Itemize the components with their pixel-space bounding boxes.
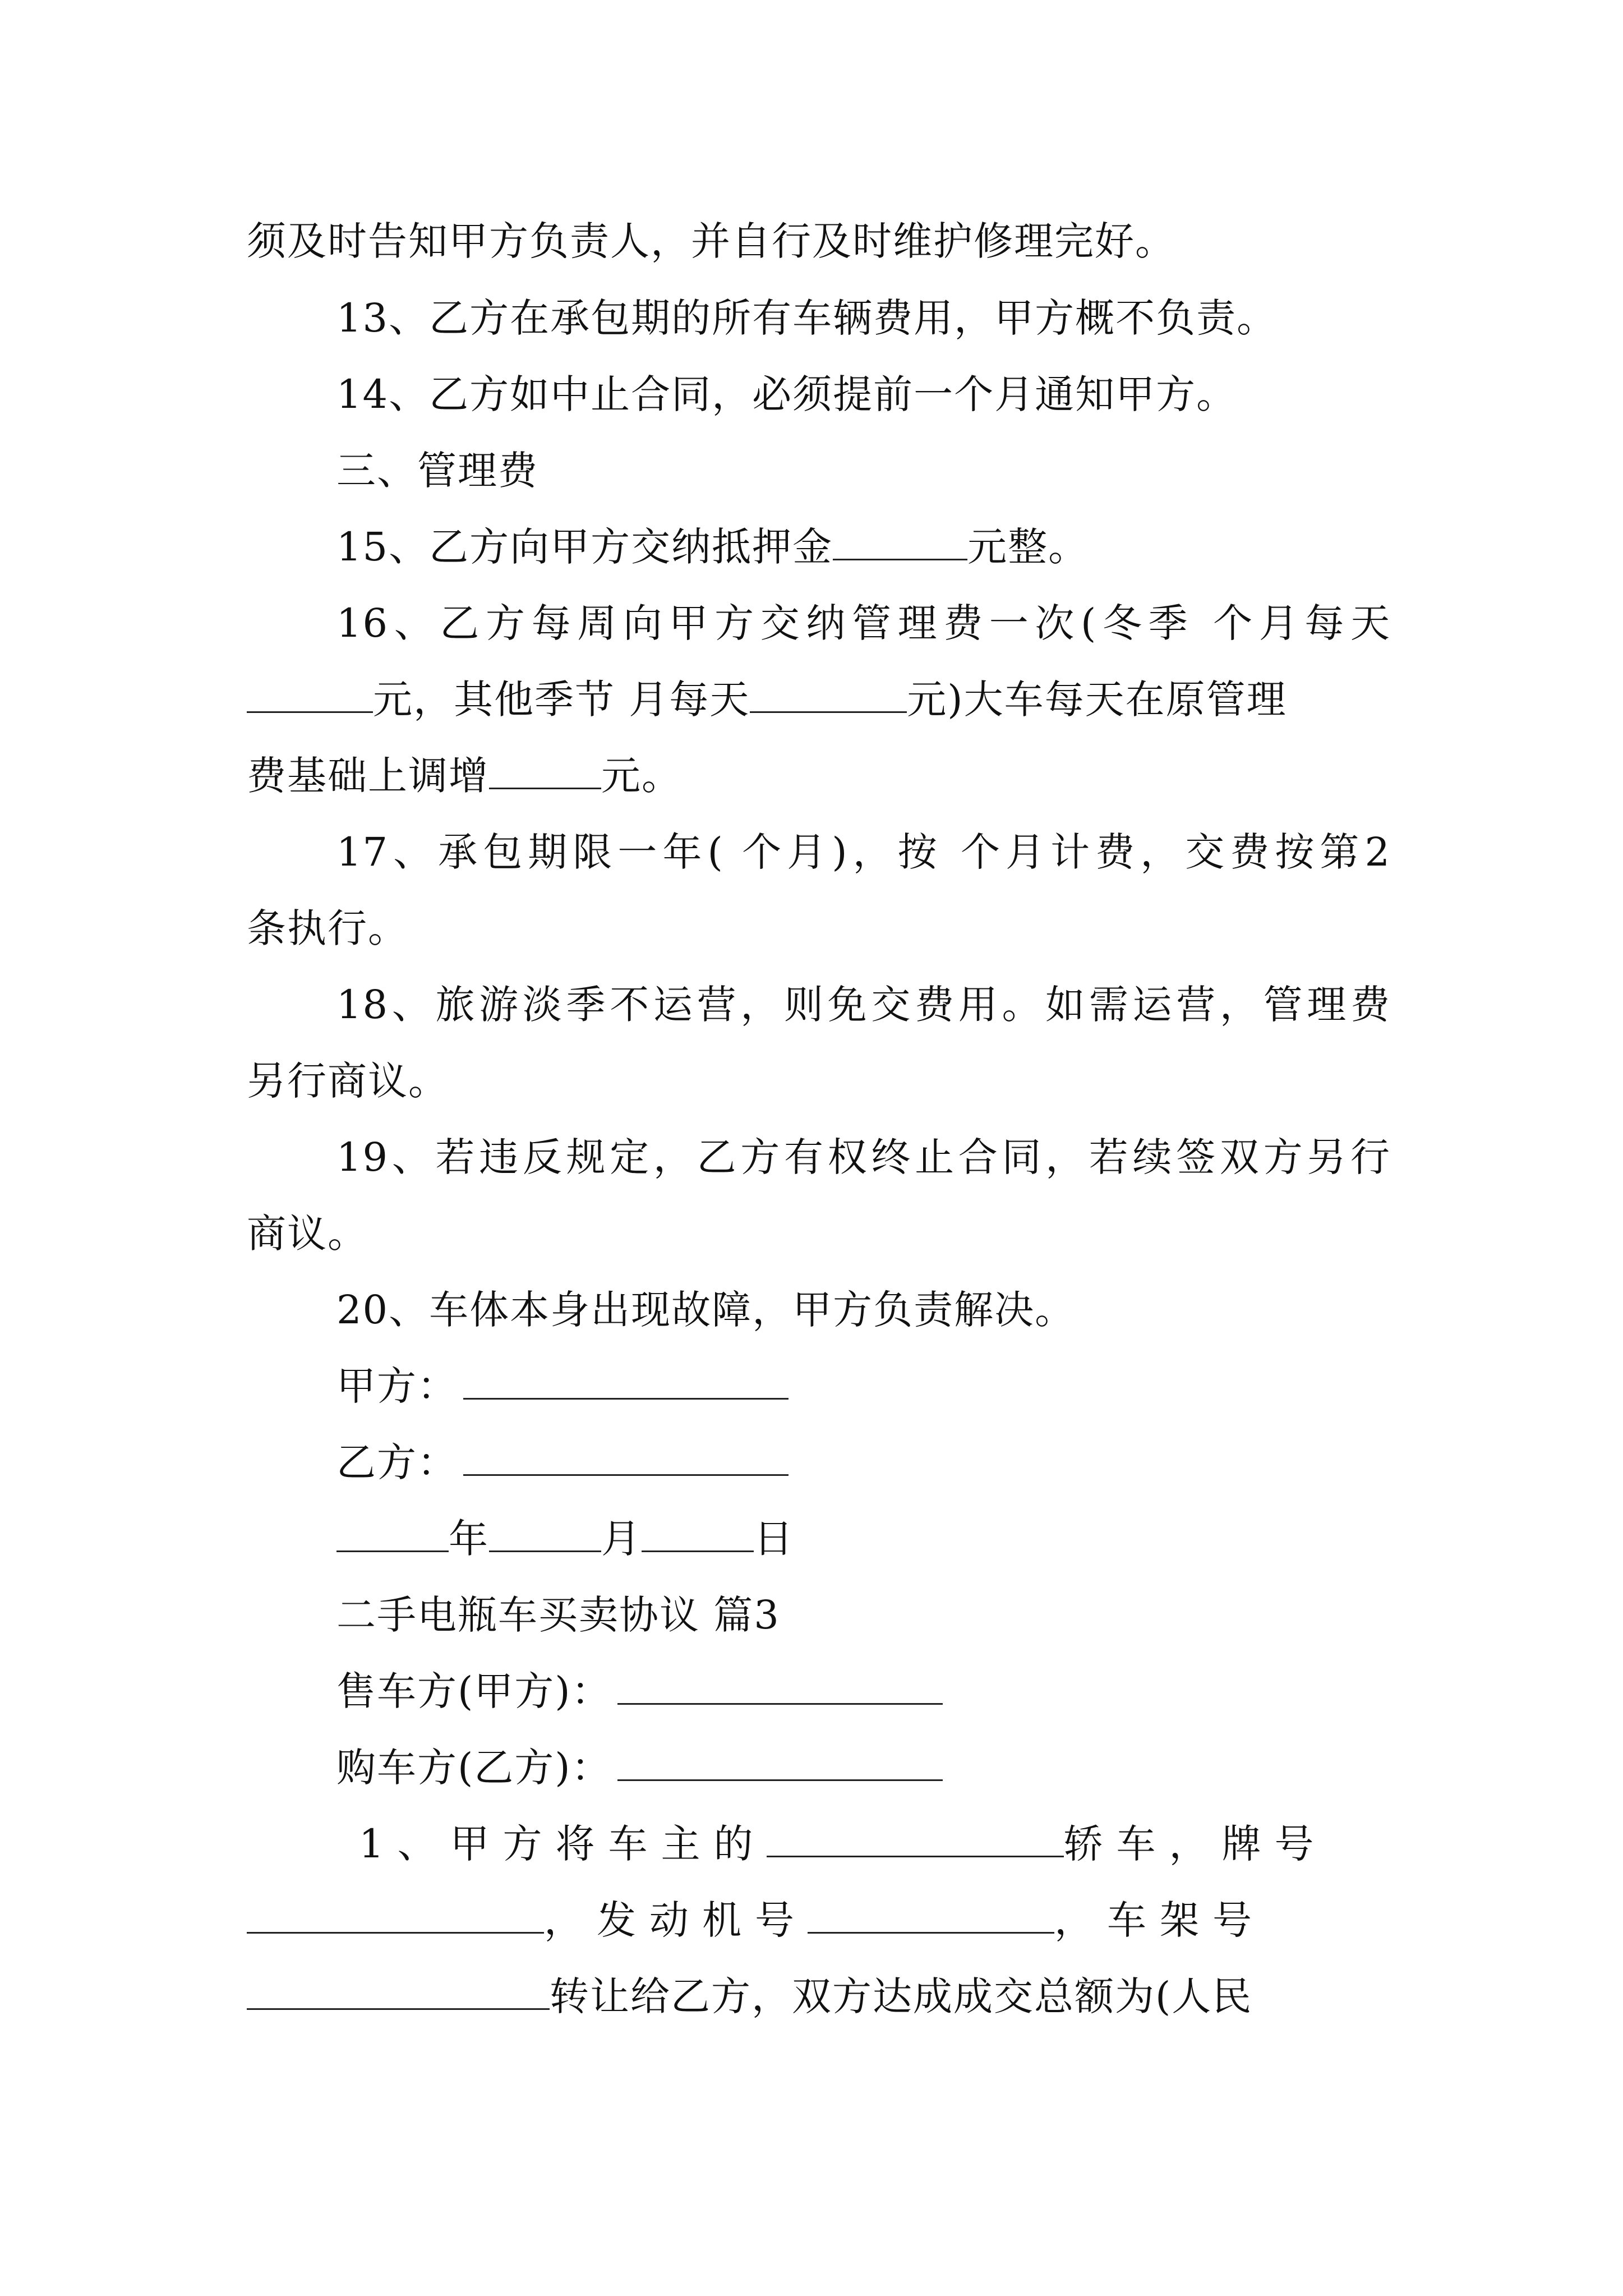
clause-text: 商议。	[247, 1211, 368, 1257]
clause-text: 20、车体本身出现故障，甲方负责解决。	[336, 1287, 1076, 1333]
clause-text: 元，其他季节 月每天	[373, 677, 750, 723]
clause-text: 转让给乙方，双方达成成交总额为(人民	[550, 1973, 1253, 2019]
clause-17-cont	[247, 903, 1391, 954]
party-a-label: 甲方：	[336, 1363, 458, 1409]
deposit-blank-field[interactable]	[833, 524, 967, 560]
text-line	[247, 216, 1391, 266]
section-title	[336, 1590, 1391, 1640]
clause-14	[336, 369, 1391, 420]
day-blank-field[interactable]	[642, 1516, 754, 1552]
clause-text: 1、甲方将车主的	[359, 1821, 767, 1867]
seller-field[interactable]	[617, 1668, 943, 1705]
party-b-signature-field[interactable]	[463, 1439, 789, 1476]
clause-text: 费基础上调增	[247, 753, 489, 799]
clause-text: 17、承包期限一年( 个月)，按 个月计费，交费按第2	[336, 829, 1391, 875]
clause-text: 19、若违反规定，乙方有权终止合同，若续签双方另行	[336, 1134, 1391, 1180]
clause-text: 元)大车每天在原管理	[907, 677, 1287, 723]
clause-text: 15、乙方向甲方交纳抵押金	[336, 524, 833, 570]
month-label: 月	[601, 1516, 642, 1562]
clause-16-cont	[247, 674, 1391, 725]
engine-number-blank-field[interactable]	[808, 1897, 1054, 1934]
plate-number-blank-field[interactable]	[247, 1897, 544, 1934]
winter-fee-blank-field[interactable]	[247, 677, 373, 713]
clause-18-cont	[247, 1056, 1391, 1106]
clause-text: 另行商议。	[247, 1058, 449, 1104]
clause-text: ，车架号	[1054, 1897, 1265, 1943]
signature-party-a	[336, 1361, 1391, 1411]
clause-18	[336, 979, 1391, 1030]
clause-text: 条执行。	[247, 905, 408, 951]
buyer-line	[336, 1742, 1391, 1793]
clause-text: 13、乙方在承包期的所有车辆费用，甲方概不负责。	[336, 295, 1278, 341]
other-season-fee-blank-field[interactable]	[750, 677, 907, 713]
seller-label: 售车方(甲方)：	[336, 1668, 612, 1714]
contract-clause-1	[359, 1819, 1391, 1869]
document-section-title: 二手电瓶车买卖协议 篇3	[336, 1592, 780, 1638]
month-blank-field[interactable]	[489, 1516, 601, 1552]
contract-clause-1-cont	[247, 1971, 1391, 2022]
year-blank-field[interactable]	[336, 1516, 449, 1552]
clause-text: 16、乙方每周向甲方交纳管理费一次(冬季 个月每天	[336, 600, 1391, 646]
clause-text: ，发动机号	[544, 1897, 808, 1943]
clause-15	[336, 522, 1391, 572]
signature-party-b	[336, 1437, 1391, 1488]
section-heading-management-fee	[336, 445, 1391, 496]
frame-number-blank-field[interactable]	[247, 1973, 550, 2010]
clause-20	[336, 1285, 1391, 1335]
party-b-label: 乙方：	[336, 1439, 458, 1485]
clause-text: 元。	[601, 753, 682, 799]
date-line	[336, 1513, 1391, 1564]
increase-blank-field[interactable]	[489, 753, 601, 789]
year-label: 年	[449, 1516, 489, 1562]
section-heading: 三、管理费	[336, 448, 538, 494]
clause-19-cont	[247, 1208, 1391, 1259]
clause-17	[336, 827, 1391, 877]
clause-text: 轿车，牌号	[1063, 1821, 1327, 1867]
party-a-signature-field[interactable]	[463, 1363, 789, 1400]
clause-16-cont	[247, 751, 1391, 801]
clause-13	[336, 293, 1391, 343]
seller-line	[336, 1666, 1391, 1717]
paragraph-continuation: 须及时告知甲方负责人，并自行及时维护修理完好。	[247, 218, 1175, 264]
buyer-label: 购车方(乙方)：	[336, 1745, 612, 1791]
clause-16	[336, 598, 1391, 648]
contract-clause-1-cont	[247, 1895, 1391, 1945]
day-label: 日	[754, 1516, 794, 1562]
clause-text: 元整。	[967, 524, 1089, 570]
clause-text: 18、旅游淡季不运营，则免交费用。如需运营，管理费	[336, 982, 1391, 1028]
clause-text: 14、乙方如中止合同，必须提前一个月通知甲方。	[336, 371, 1237, 417]
buyer-field[interactable]	[617, 1745, 943, 1781]
clause-19	[336, 1132, 1391, 1182]
owner-car-blank-field[interactable]	[767, 1821, 1064, 1857]
